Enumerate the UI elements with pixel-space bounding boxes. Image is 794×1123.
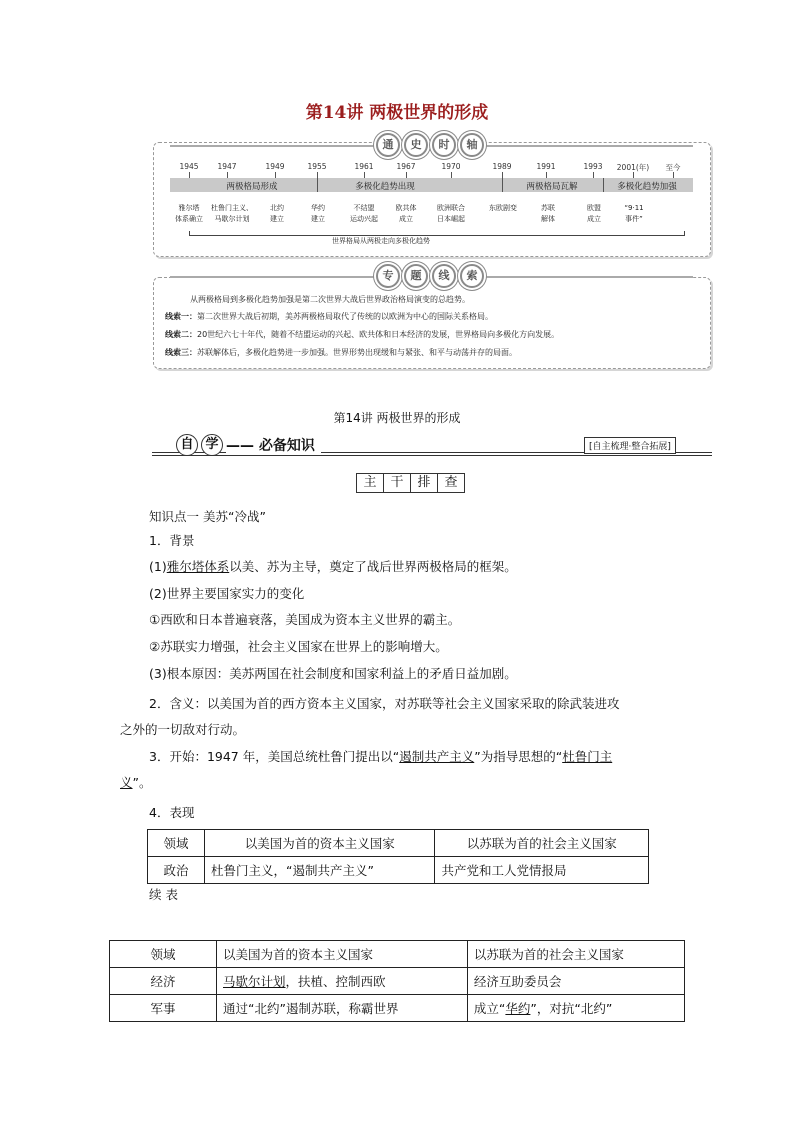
lesson-subtitle: 第14讲 两极世界的形成 bbox=[333, 411, 461, 425]
banner-char: 时 bbox=[432, 133, 456, 157]
event-line: 不结盟 bbox=[353, 204, 375, 212]
table-cell: 通过“北约”遏制苏联，称霸世界 bbox=[217, 995, 468, 1022]
event-line: 华约 bbox=[311, 204, 325, 212]
table-cell: 经济互助委员会 bbox=[467, 968, 684, 995]
item-1-2b: ②苏联实力增强，社会主义国家在世界上的影响增大。 bbox=[149, 639, 448, 654]
period-label: 多极化趋势加强 bbox=[617, 182, 677, 192]
event-line: 建立 bbox=[270, 215, 284, 223]
thread-label: 线索二： bbox=[165, 330, 197, 339]
thread-text: 第二次世界大战后初期，美苏两极格局取代了传统的以欧洲为中心的国际关系格局。 bbox=[197, 312, 493, 321]
knowledge-point-1: 知识点一 美苏“冷战” bbox=[149, 509, 266, 524]
period-label: 两极格局瓦解 bbox=[526, 182, 578, 192]
year-label: 1955 bbox=[307, 162, 327, 171]
banner-char: 题 bbox=[404, 264, 428, 288]
event-line: 雅尔塔 bbox=[178, 204, 200, 212]
year-label: 1989 bbox=[492, 162, 512, 171]
zgpc-header bbox=[356, 473, 464, 493]
table-header-cell: 以苏联为首的社会主义国家 bbox=[435, 830, 649, 857]
table-row bbox=[110, 968, 685, 995]
banner-char: 通 bbox=[376, 133, 400, 157]
banner-char: 专 bbox=[376, 264, 400, 288]
thread-label: 线索三： bbox=[165, 348, 197, 357]
event-line: 东欧剧变 bbox=[489, 204, 517, 212]
year-label: 1945 bbox=[179, 162, 199, 171]
thread-label: 线索一： bbox=[165, 312, 197, 321]
zgpc-char: 干 bbox=[383, 473, 411, 493]
section-1: 1．背景 bbox=[149, 533, 195, 548]
cell-text: ”，对抗“北约” bbox=[530, 1001, 613, 1016]
event-line: 建立 bbox=[311, 215, 325, 223]
table-header-cell: 领域 bbox=[110, 941, 217, 968]
event-line: 北约 bbox=[270, 204, 284, 212]
table-row bbox=[148, 830, 649, 857]
year-label: 2001(年) bbox=[616, 163, 650, 172]
banner-char: 史 bbox=[404, 133, 428, 157]
year-label: 至今 bbox=[665, 163, 681, 172]
table-cell: 共产党和工人党情报局 bbox=[435, 857, 649, 884]
timeline-event bbox=[599, 203, 669, 225]
period-label: 多极化趋势出现 bbox=[355, 182, 415, 192]
table-header-cell: 以苏联为首的社会主义国家 bbox=[467, 941, 684, 968]
event-line: 体系确立 bbox=[175, 215, 203, 223]
year-label: 1991 bbox=[536, 162, 556, 171]
table-row bbox=[110, 995, 685, 1022]
trend-bracket bbox=[189, 231, 685, 236]
thread-item bbox=[165, 308, 493, 325]
event-line: 欧洲联合 bbox=[437, 204, 465, 212]
year-label: 1949 bbox=[265, 162, 285, 171]
page-title: 第14讲 两极世界的形成 bbox=[305, 103, 489, 123]
timeline-box bbox=[153, 142, 711, 257]
self-study-header bbox=[176, 434, 321, 456]
thread-text: 苏联解体后，多极化趋势进一步加强。世界形势出现缓和与紧张、和平与动荡并存的局面。 bbox=[197, 348, 517, 357]
table-cell: 军事 bbox=[110, 995, 217, 1022]
section-4: 4．表现 bbox=[149, 805, 195, 820]
key-term: 雅尔塔体系 bbox=[166, 559, 230, 574]
section-3-line1 bbox=[149, 746, 612, 768]
cell-text: 成立“ bbox=[473, 1001, 506, 1016]
key-term: 马歇尔计划 bbox=[223, 974, 286, 989]
zgpc-char: 查 bbox=[437, 473, 465, 493]
year-label: 1970 bbox=[441, 162, 461, 171]
key-term: 遏制共产主义 bbox=[399, 749, 475, 764]
cell-text: ，扶植、控制西欧 bbox=[285, 974, 386, 989]
key-term: 杜鲁门主 bbox=[562, 749, 613, 764]
zgpc-char: 主 bbox=[356, 473, 384, 493]
key-term: 华约 bbox=[505, 1001, 531, 1016]
event-line: 欧共体 bbox=[395, 204, 417, 212]
event-line: 解体 bbox=[541, 215, 555, 223]
section-2-line2: 之外的一切敌对行动。 bbox=[120, 722, 246, 737]
event-line: 马歇尔计划 bbox=[214, 215, 250, 223]
event-line: “9·11 bbox=[624, 204, 644, 212]
year-label: 1993 bbox=[583, 162, 603, 171]
s3-text: ”。 bbox=[132, 775, 152, 790]
event-line: 事件” bbox=[625, 215, 643, 223]
banner-char: 索 bbox=[460, 264, 484, 288]
thread-item bbox=[165, 344, 517, 361]
table-header-cell: 领域 bbox=[148, 830, 205, 857]
table-continued-label: 续 表 bbox=[149, 887, 178, 902]
table-cell: 经济 bbox=[110, 968, 217, 995]
timeline-banner bbox=[376, 133, 484, 157]
item-1-3: (3)根本原因：美苏两国在社会制度和国家利益上的矛盾日益加剧。 bbox=[149, 666, 517, 681]
table-cell: 杜鲁门主义，“遏制共产主义” bbox=[205, 857, 435, 884]
key-term: 义 bbox=[120, 775, 133, 790]
self-study-label: —— 必备知识 bbox=[226, 435, 321, 455]
item-1-2a: ①西欧和日本普遍衰落，美国成为资本主义世界的霸主。 bbox=[149, 612, 461, 627]
table-row bbox=[110, 941, 685, 968]
table-1 bbox=[147, 829, 649, 884]
self-study-char: 自 bbox=[176, 434, 198, 456]
event-line: 成立 bbox=[399, 215, 413, 223]
self-study-char: 学 bbox=[201, 434, 223, 456]
table-2 bbox=[109, 940, 685, 1022]
zgpc-char: 排 bbox=[410, 473, 438, 493]
self-study-tag: [自主梳理·整合拓展] bbox=[584, 437, 676, 454]
year-label: 1961 bbox=[354, 162, 374, 171]
table-header-cell: 以美国为首的资本主义国家 bbox=[205, 830, 435, 857]
event-line: 日本崛起 bbox=[437, 215, 465, 223]
section-2-line1: 2．含义：以美国为首的西方资本主义国家，对苏联等社会主义国家采取的除武装进攻 bbox=[149, 696, 620, 711]
year-label: 1947 bbox=[217, 162, 237, 171]
table-cell: 政治 bbox=[148, 857, 205, 884]
threads-intro: 从两极格局到多极化趋势加强是第二次世界大战后世界政治格局演变的总趋势。 bbox=[190, 295, 470, 304]
period-divider bbox=[317, 178, 318, 192]
table-cell bbox=[467, 995, 684, 1022]
item-1-1 bbox=[149, 556, 517, 578]
thread-text: 20世纪六七十年代，随着不结盟运动的兴起、欧共体和日本经济的发展，世界格局向多极化方向发展。 bbox=[197, 330, 560, 339]
item-prefix: (1) bbox=[149, 559, 167, 574]
item-1-2: (2)世界主要国家实力的变化 bbox=[149, 586, 305, 601]
year-label: 1967 bbox=[396, 162, 416, 171]
s3-text: ”为指导思想的“ bbox=[474, 749, 563, 764]
thread-item bbox=[165, 326, 559, 343]
item-text: 以美、苏为主导，奠定了战后世界两极格局的框架。 bbox=[229, 559, 517, 574]
banner-char: 线 bbox=[432, 264, 456, 288]
event-line: 杜鲁门主义、 bbox=[211, 204, 253, 212]
s3-text: 3．开始：1947 年，美国总统杜鲁门提出以“ bbox=[149, 749, 400, 764]
section-3-line2 bbox=[120, 772, 152, 794]
event-line: 成立 bbox=[587, 215, 601, 223]
period-divider bbox=[603, 178, 604, 192]
table-cell bbox=[217, 968, 468, 995]
period-divider bbox=[502, 178, 503, 192]
table-header-cell: 以美国为首的资本主义国家 bbox=[217, 941, 468, 968]
banner-char: 轴 bbox=[460, 133, 484, 157]
period-label: 两极格局形成 bbox=[226, 182, 278, 192]
table-row bbox=[148, 857, 649, 884]
trend-label: 世界格局从两极走向多极化趋势 bbox=[332, 237, 430, 245]
threads-banner bbox=[376, 264, 484, 288]
event-line: 欧盟 bbox=[587, 204, 601, 212]
event-line: 运动兴起 bbox=[350, 215, 378, 223]
event-line: 苏联 bbox=[541, 204, 555, 212]
